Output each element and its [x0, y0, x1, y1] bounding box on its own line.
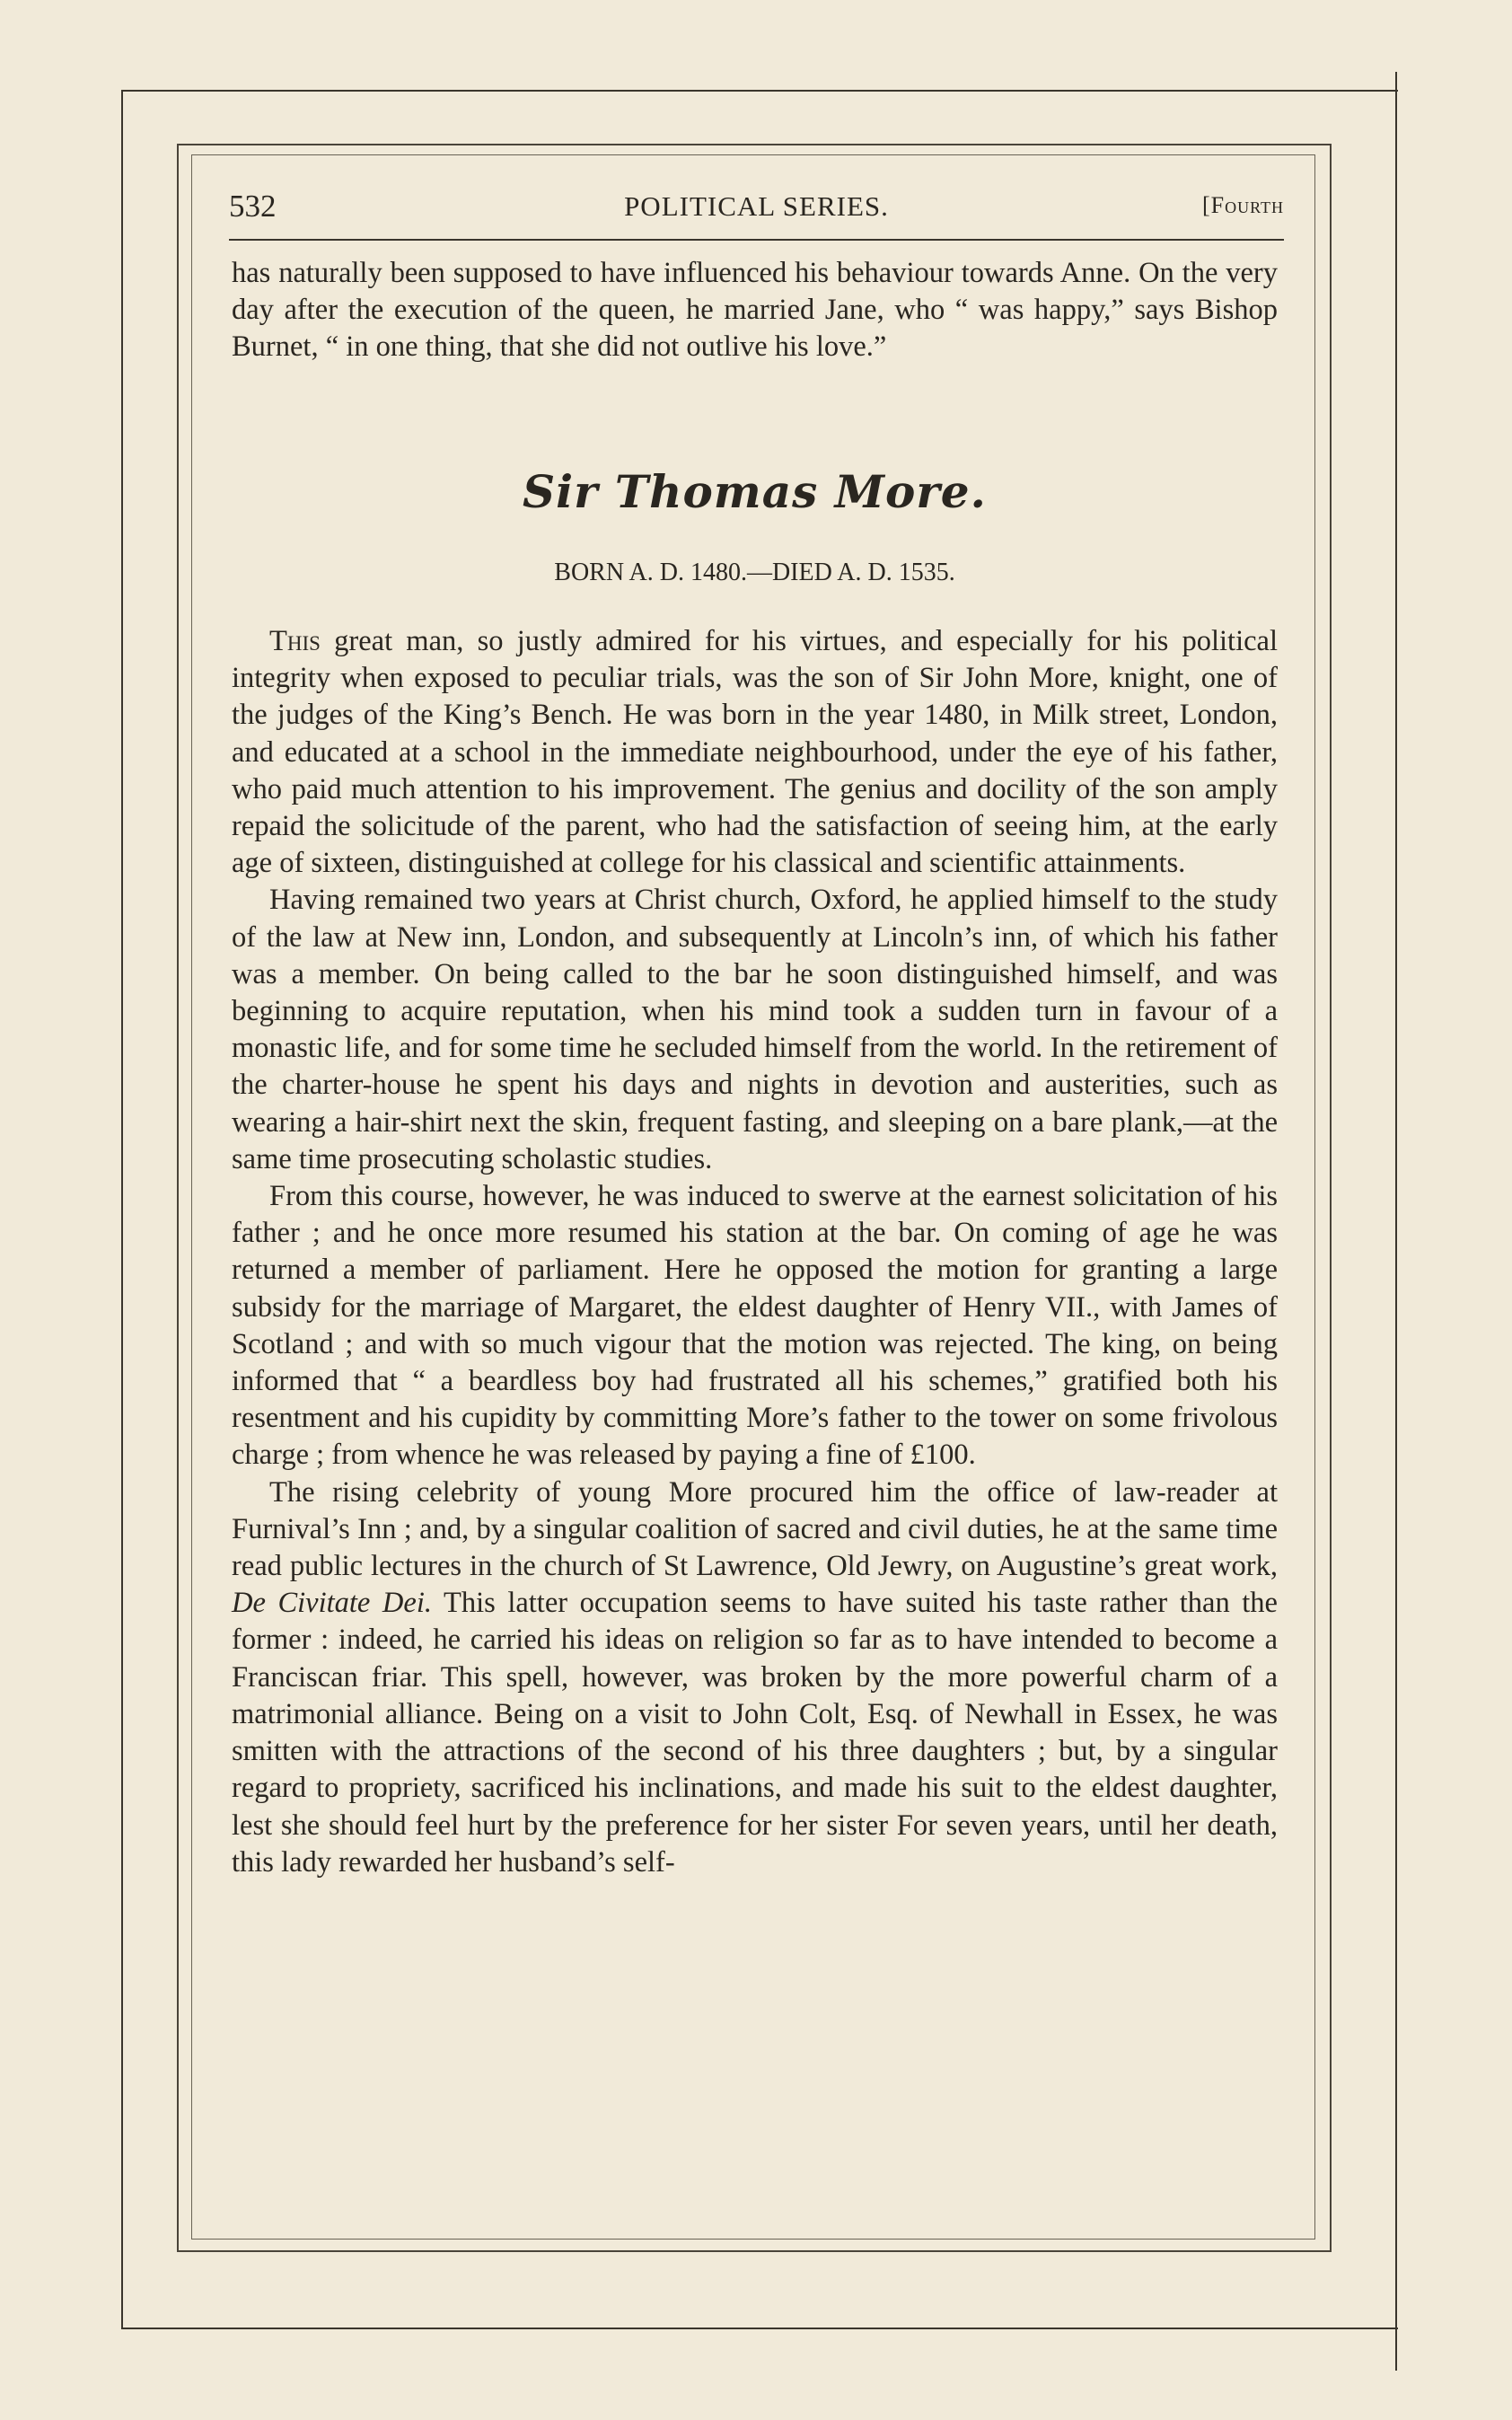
- page-number: 532: [229, 189, 277, 224]
- paragraph-4-text-b: This latter occupation seems to have suited his taste rather than the former : indeed, he carried his ideas on religion so far as to have intended to become a Franciscan friar. This spell, however, was broken by the more powerful charm of a matrimonial alliance. Being on a visit to John Colt, Esq. of Newhall in Essex, he was smitten with the attractions of the second of his three daughters ; but, by a singular regard to propriety, sacrificed his inclinations, and made his suit to the eldest daughter, lest she should feel hurt by the preference for her sister For seven years, until her death, this lady rewarded her husband’s self-: [232, 1587, 1278, 1879]
- article-dates: BORN A. D. 1480.—DIED A. D. 1535.: [554, 559, 955, 586]
- header-rule: [229, 239, 1284, 241]
- paragraph-2: Having remained two years at Christ church, Oxford, he applied himself to the study of the law at New inn, London, and subsequently at Lincoln’s inn, of which his father was a member. On being called to the bar he soon distinguished himself, and was beginning to acquire reputation, when his mind took a sudden turn in favour of a monastic life, and for some time he secluded himself from the world. In the retirement of the charter-house he spent his days and nights in devotion and austerities, such as wearing a hair-shirt next the skin, frequent fasting, and sleeping on a bare plank,—at the same time prosecuting scholastic studies.: [232, 884, 1278, 1175]
- paragraph-1: [232, 623, 1278, 882]
- intro-paragraph: [232, 255, 1278, 366]
- intro-text: has naturally been supposed to have influenced his behaviour towards Anne. On the very day after the execution of the queen, he married Jane, who “ was happy,” says Bishop Burnet, “ in one thing, that she did not outlive his love.”: [232, 257, 1278, 364]
- page-border-right: [1395, 72, 1397, 2371]
- article-title: Sir Thomas More.: [523, 465, 987, 518]
- part-label: [Fourth: [1201, 192, 1284, 218]
- paragraph-1-lead: This: [269, 625, 321, 657]
- paragraph-1-text: great man, so justly admired for his virtues, and especially for his political integrity when exposed to peculiar trials, was the son of Sir John More, knight, one of the judges of the King’s Bench. He was born in the year 1480, in Milk street, London, and educated at a school in the immediate neighbourhood, under the eye of his father, who paid much attention to his improvement. The genius and docility of the son amply repaid the solicitude of the parent, who had the satisfaction of seeing him, at the early age of sixteen, distinguished at college for his classical and scientific attainments.: [232, 625, 1278, 880]
- article-body: [232, 623, 1278, 1881]
- running-header: [229, 189, 1284, 233]
- paragraph-4: [232, 1474, 1278, 1881]
- paragraph-4-text-a: The rising celebrity of young More procured him the office of law-reader at Furnival’s Inn ; and, by a singular coalition of sacred and civil duties, he at the same time read public lectures in the church of St Lawrence, Old Jewry, on Augustine’s great work,: [232, 1475, 1278, 1583]
- series-title: POLITICAL SERIES.: [624, 190, 889, 222]
- paragraph-3: From this course, however, he was induced to swerve at the earnest solicitation of his father ; and he once more resumed his station at the bar. On coming of age he was returned a member of parliament. Here he opposed the motion for granting a large subsidy for the marriage of Margaret, the eldest daughter of Henry VII., with James of Scotland ; and with so much vigour that the motion was rejected. The king, on being informed that “ a beardless boy had frustrated all his schemes,” gratified both his resentment and his cupidity by committing More’s father to the tower on some frivolous charge ; from whence he was released by paying a fine of £100.: [232, 1180, 1278, 1472]
- work-title: De Civitate Dei.: [232, 1587, 432, 1620]
